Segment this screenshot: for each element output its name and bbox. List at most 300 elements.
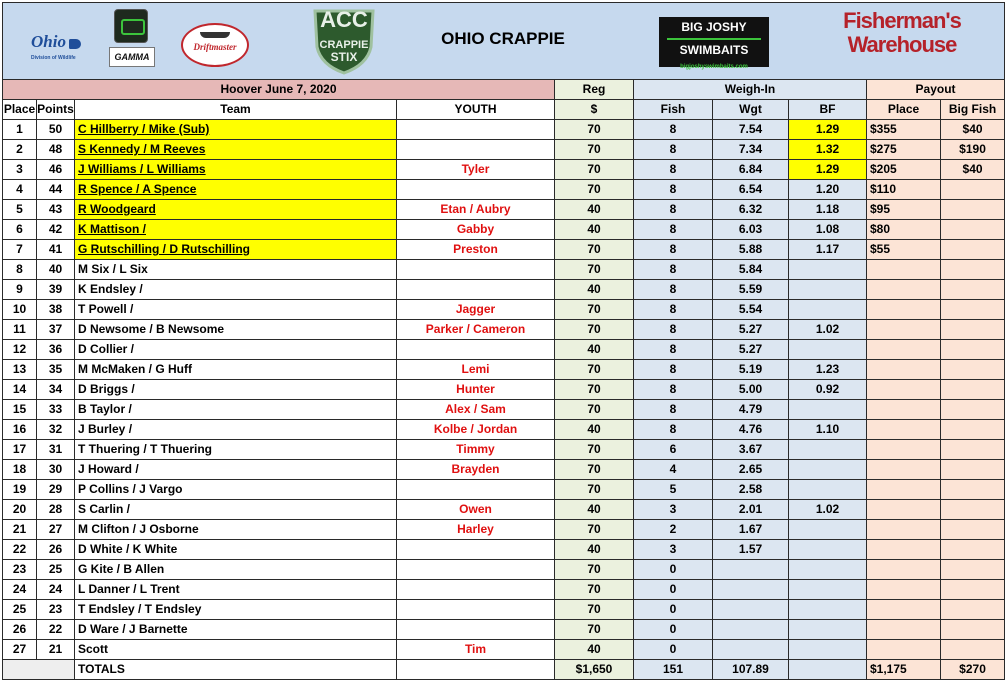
wgt-cell: 6.03 [713, 220, 789, 240]
table-row [3, 400, 1005, 420]
wgt-cell: 6.32 [713, 200, 789, 220]
wgt-cell [713, 580, 789, 600]
reg-cell: 40 [555, 640, 634, 660]
points-cell: 44 [37, 180, 75, 200]
youth-cell [397, 620, 555, 640]
pay-place-cell [867, 520, 941, 540]
youth-cell: Tyler [397, 160, 555, 180]
bf-cell: 1.10 [789, 420, 867, 440]
place-cell: 6 [3, 220, 37, 240]
wgt-cell [713, 620, 789, 640]
points-cell: 28 [37, 500, 75, 520]
place-cell: 18 [3, 460, 37, 480]
fish-cell: 8 [634, 320, 713, 340]
fish-cell: 0 [634, 560, 713, 580]
table-row [3, 580, 1005, 600]
bf-cell: 1.02 [789, 320, 867, 340]
youth-cell: Jagger [397, 300, 555, 320]
place-cell: 10 [3, 300, 37, 320]
reg-cell: 70 [555, 560, 634, 580]
table-row [3, 340, 1005, 360]
youth-cell: Timmy [397, 440, 555, 460]
place-cell: 5 [3, 200, 37, 220]
youth-cell: Preston [397, 240, 555, 260]
youth-cell: Lemi [397, 360, 555, 380]
youth-cell [397, 600, 555, 620]
col-wgt: Wgt [713, 100, 789, 120]
results-sheet [2, 2, 1004, 680]
pay-place-cell [867, 400, 941, 420]
table-row [3, 320, 1005, 340]
team-cell: D White / K White [75, 540, 397, 560]
table-row [3, 460, 1005, 480]
fish-cell: 8 [634, 240, 713, 260]
team-cell: D Ware / J Barnette [75, 620, 397, 640]
reg-cell: 70 [555, 140, 634, 160]
place-cell: 25 [3, 600, 37, 620]
fish-cell: 0 [634, 640, 713, 660]
reg-cell: 40 [555, 500, 634, 520]
bf-cell [789, 560, 867, 580]
reg-cell: 70 [555, 620, 634, 640]
youth-cell: Owen [397, 500, 555, 520]
pay-place-cell: $80 [867, 220, 941, 240]
youth-cell: Hunter [397, 380, 555, 400]
table-row [3, 280, 1005, 300]
ohio-logo: Ohio Division of Wildlife [31, 33, 81, 67]
fish-cell: 8 [634, 220, 713, 240]
table-row [3, 140, 1005, 160]
big-fish-cell: $40 [941, 160, 1005, 180]
bf-cell [789, 480, 867, 500]
fish-cell: 6 [634, 440, 713, 460]
team-cell: D Collier / [75, 340, 397, 360]
big-fish-cell [941, 420, 1005, 440]
points-cell: 50 [37, 120, 75, 140]
wgt-cell: 7.54 [713, 120, 789, 140]
pay-place-cell [867, 280, 941, 300]
bf-cell [789, 400, 867, 420]
youth-cell [397, 180, 555, 200]
bf-cell: 1.23 [789, 360, 867, 380]
fish-cell: 8 [634, 180, 713, 200]
reg-cell: 40 [555, 540, 634, 560]
big-fish-cell [941, 400, 1005, 420]
team-cell: T Endsley / T Endsley [75, 600, 397, 620]
gamma-logo: GAMMA [109, 47, 155, 67]
youth-cell [397, 480, 555, 500]
reg-cell: 70 [555, 300, 634, 320]
fish-cell: 8 [634, 200, 713, 220]
fish-cell: 8 [634, 420, 713, 440]
points-cell: 40 [37, 260, 75, 280]
big-fish-cell [941, 300, 1005, 320]
dark-badge-logo [114, 9, 148, 43]
total-big-fish: $270 [941, 660, 1005, 680]
team-cell: D Newsome / B Newsome [75, 320, 397, 340]
reg-cell: 70 [555, 440, 634, 460]
team-cell: J Williams / L Williams [75, 160, 397, 180]
driftmaster-logo: Driftmaster [181, 23, 249, 67]
column-header-row [3, 100, 1005, 120]
total-reg: $1,650 [555, 660, 634, 680]
table-row [3, 380, 1005, 400]
reg-cell: 70 [555, 480, 634, 500]
table-row [3, 300, 1005, 320]
results-table [2, 2, 1005, 680]
reg-cell: 70 [555, 180, 634, 200]
big-fish-cell [941, 480, 1005, 500]
pay-place-cell [867, 560, 941, 580]
youth-cell: Alex / Sam [397, 400, 555, 420]
table-row [3, 620, 1005, 640]
col-points: Points [37, 100, 75, 120]
youth-cell: Harley [397, 520, 555, 540]
big-fish-cell [941, 560, 1005, 580]
pay-place-cell: $275 [867, 140, 941, 160]
place-cell: 3 [3, 160, 37, 180]
bf-cell: 0.92 [789, 380, 867, 400]
big-fish-cell [941, 600, 1005, 620]
wgt-cell: 3.67 [713, 440, 789, 460]
bf-cell: 1.02 [789, 500, 867, 520]
wgt-cell: 5.19 [713, 360, 789, 380]
bf-cell [789, 580, 867, 600]
wgt-cell: 5.27 [713, 340, 789, 360]
reg-section-label: Reg [555, 80, 634, 100]
col-youth: YOUTH [397, 100, 555, 120]
team-cell: S Carlin / [75, 500, 397, 520]
reg-cell: 70 [555, 260, 634, 280]
youth-cell: Kolbe / Jordan [397, 420, 555, 440]
team-cell: M McMaken / G Huff [75, 360, 397, 380]
bf-cell [789, 520, 867, 540]
place-cell: 9 [3, 280, 37, 300]
bf-cell [789, 600, 867, 620]
points-cell: 29 [37, 480, 75, 500]
big-fish-cell [941, 180, 1005, 200]
team-cell: B Taylor / [75, 400, 397, 420]
points-cell: 23 [37, 600, 75, 620]
place-cell: 24 [3, 580, 37, 600]
big-fish-cell [941, 220, 1005, 240]
col-reg: $ [555, 100, 634, 120]
wgt-cell: 4.79 [713, 400, 789, 420]
youth-cell [397, 140, 555, 160]
team-cell: S Kennedy / M Reeves [75, 140, 397, 160]
table-row [3, 440, 1005, 460]
wgt-cell: 6.84 [713, 160, 789, 180]
pay-place-cell [867, 300, 941, 320]
big-fish-cell [941, 580, 1005, 600]
big-fish-cell [941, 200, 1005, 220]
team-cell: M Clifton / J Osborne [75, 520, 397, 540]
fish-cell: 0 [634, 620, 713, 640]
team-cell: K Mattison / [75, 220, 397, 240]
pay-place-cell [867, 620, 941, 640]
wgt-cell: 1.67 [713, 520, 789, 540]
col-place: Place [3, 100, 37, 120]
wgt-cell [713, 560, 789, 580]
big-fish-cell [941, 260, 1005, 280]
bf-cell: 1.18 [789, 200, 867, 220]
team-cell: T Thuering / T Thuering [75, 440, 397, 460]
wgt-cell: 5.84 [713, 260, 789, 280]
youth-cell [397, 540, 555, 560]
team-cell: J Burley / [75, 420, 397, 440]
event-label: Hoover June 7, 2020 [3, 80, 555, 100]
place-cell: 8 [3, 260, 37, 280]
table-row [3, 640, 1005, 660]
pay-place-cell [867, 380, 941, 400]
points-cell: 38 [37, 300, 75, 320]
big-fish-cell [941, 280, 1005, 300]
points-cell: 24 [37, 580, 75, 600]
pay-place-cell [867, 540, 941, 560]
place-cell: 4 [3, 180, 37, 200]
big-fish-cell [941, 520, 1005, 540]
youth-cell [397, 280, 555, 300]
big-fish-cell [941, 640, 1005, 660]
fish-cell: 8 [634, 140, 713, 160]
fish-cell: 8 [634, 260, 713, 280]
total-payout: $1,175 [867, 660, 941, 680]
pay-place-cell [867, 600, 941, 620]
table-row [3, 520, 1005, 540]
pay-place-cell [867, 360, 941, 380]
place-cell: 27 [3, 640, 37, 660]
youth-cell [397, 120, 555, 140]
place-cell: 7 [3, 240, 37, 260]
reg-cell: 40 [555, 200, 634, 220]
acc-crappie-stix-logo: ACC CRAPPIE STIX [309, 7, 379, 75]
points-cell: 42 [37, 220, 75, 240]
place-cell: 20 [3, 500, 37, 520]
points-cell: 46 [37, 160, 75, 180]
points-cell: 21 [37, 640, 75, 660]
big-fish-cell [941, 240, 1005, 260]
wgt-cell: 2.01 [713, 500, 789, 520]
place-cell: 13 [3, 360, 37, 380]
reg-cell: 40 [555, 420, 634, 440]
place-cell: 12 [3, 340, 37, 360]
pay-place-cell: $95 [867, 200, 941, 220]
section-header-row [3, 80, 1005, 100]
bf-cell: 1.29 [789, 120, 867, 140]
youth-cell: Etan / Aubry [397, 200, 555, 220]
reg-cell: 70 [555, 360, 634, 380]
pay-place-cell [867, 640, 941, 660]
pay-place-cell [867, 260, 941, 280]
reg-cell: 70 [555, 320, 634, 340]
place-cell: 2 [3, 140, 37, 160]
bf-cell [789, 440, 867, 460]
bf-cell: 1.08 [789, 220, 867, 240]
youth-cell [397, 260, 555, 280]
fishermans-warehouse-logo: Fisherman's Warehouse [843, 8, 961, 57]
points-cell: 27 [37, 520, 75, 540]
table-row [3, 220, 1005, 240]
youth-cell: Gabby [397, 220, 555, 240]
wgt-cell [713, 600, 789, 620]
pay-place-cell: $110 [867, 180, 941, 200]
youth-cell: Parker / Cameron [397, 320, 555, 340]
page-title: OHIO CRAPPIE [441, 29, 565, 48]
bf-cell [789, 340, 867, 360]
points-cell: 33 [37, 400, 75, 420]
table-row [3, 560, 1005, 580]
team-cell: J Howard / [75, 460, 397, 480]
wgt-cell: 4.76 [713, 420, 789, 440]
youth-cell: Brayden [397, 460, 555, 480]
reg-cell: 70 [555, 160, 634, 180]
youth-cell [397, 580, 555, 600]
team-cell: D Briggs / [75, 380, 397, 400]
big-fish-cell: $40 [941, 120, 1005, 140]
points-cell: 37 [37, 320, 75, 340]
fish-cell: 8 [634, 300, 713, 320]
team-cell: R Woodgeard [75, 200, 397, 220]
fish-cell: 0 [634, 580, 713, 600]
bf-cell: 1.29 [789, 160, 867, 180]
pay-place-cell: $355 [867, 120, 941, 140]
table-row [3, 360, 1005, 380]
points-cell: 30 [37, 460, 75, 480]
pay-place-cell [867, 340, 941, 360]
points-cell: 35 [37, 360, 75, 380]
place-cell: 15 [3, 400, 37, 420]
fish-cell: 4 [634, 460, 713, 480]
team-cell: L Danner / L Trent [75, 580, 397, 600]
team-cell: T Powell / [75, 300, 397, 320]
place-cell: 11 [3, 320, 37, 340]
place-cell: 14 [3, 380, 37, 400]
place-cell: 17 [3, 440, 37, 460]
payout-section-label: Payout [867, 80, 1005, 100]
col-fish: Fish [634, 100, 713, 120]
points-cell: 41 [37, 240, 75, 260]
reg-cell: 70 [555, 600, 634, 620]
bf-cell: 1.17 [789, 240, 867, 260]
points-cell: 32 [37, 420, 75, 440]
table-row [3, 200, 1005, 220]
reg-cell: 40 [555, 340, 634, 360]
table-row [3, 260, 1005, 280]
table-row [3, 600, 1005, 620]
reg-cell: 70 [555, 240, 634, 260]
bf-cell [789, 300, 867, 320]
wgt-cell: 5.27 [713, 320, 789, 340]
reg-cell: 40 [555, 220, 634, 240]
place-cell: 16 [3, 420, 37, 440]
bf-cell [789, 260, 867, 280]
table-row [3, 120, 1005, 140]
table-row [3, 540, 1005, 560]
reg-cell: 70 [555, 380, 634, 400]
team-cell: Scott [75, 640, 397, 660]
place-cell: 21 [3, 520, 37, 540]
table-row [3, 160, 1005, 180]
team-cell: G Rutschilling / D Rutschilling [75, 240, 397, 260]
place-cell: 26 [3, 620, 37, 640]
wgt-cell: 2.65 [713, 460, 789, 480]
points-cell: 25 [37, 560, 75, 580]
big-fish-cell [941, 460, 1005, 480]
big-fish-cell [941, 320, 1005, 340]
reg-cell: 70 [555, 520, 634, 540]
fish-cell: 5 [634, 480, 713, 500]
fish-cell: 8 [634, 360, 713, 380]
reg-cell: 70 [555, 400, 634, 420]
pay-place-cell [867, 480, 941, 500]
table-row [3, 500, 1005, 520]
points-cell: 31 [37, 440, 75, 460]
pay-place-cell [867, 440, 941, 460]
pay-place-cell [867, 580, 941, 600]
team-cell: G Kite / B Allen [75, 560, 397, 580]
col-team: Team [75, 100, 397, 120]
totals-label: TOTALS [75, 660, 397, 680]
pay-place-cell [867, 460, 941, 480]
col-bf: BF [789, 100, 867, 120]
bf-cell [789, 640, 867, 660]
bf-cell: 1.20 [789, 180, 867, 200]
place-cell: 23 [3, 560, 37, 580]
big-joshy-logo: BIG JOSHY SWIMBAITS bigjoshyswimbaits.com [659, 17, 769, 67]
pay-place-cell [867, 320, 941, 340]
reg-cell: 40 [555, 280, 634, 300]
fish-cell: 8 [634, 400, 713, 420]
pay-place-cell: $205 [867, 160, 941, 180]
fish-cell: 8 [634, 120, 713, 140]
team-cell: M Six / L Six [75, 260, 397, 280]
points-cell: 34 [37, 380, 75, 400]
banner-row [3, 3, 1005, 80]
table-row [3, 180, 1005, 200]
points-cell: 48 [37, 140, 75, 160]
big-fish-cell [941, 500, 1005, 520]
col-big-fish: Big Fish [941, 100, 1005, 120]
team-cell: C Hillberry / Mike (Sub) [75, 120, 397, 140]
col-pay-place: Place [867, 100, 941, 120]
youth-cell: Tim [397, 640, 555, 660]
youth-cell [397, 340, 555, 360]
team-cell: K Endsley / [75, 280, 397, 300]
table-row [3, 480, 1005, 500]
big-fish-cell [941, 340, 1005, 360]
team-cell: R Spence / A Spence [75, 180, 397, 200]
bf-cell [789, 620, 867, 640]
pay-place-cell [867, 500, 941, 520]
fish-cell: 8 [634, 380, 713, 400]
wgt-cell: 5.54 [713, 300, 789, 320]
points-cell: 39 [37, 280, 75, 300]
reg-cell: 70 [555, 580, 634, 600]
big-fish-cell: $190 [941, 140, 1005, 160]
reg-cell: 70 [555, 120, 634, 140]
wgt-cell [713, 640, 789, 660]
place-cell: 1 [3, 120, 37, 140]
bf-cell [789, 460, 867, 480]
big-fish-cell [941, 540, 1005, 560]
fish-cell: 0 [634, 600, 713, 620]
wgt-cell: 5.88 [713, 240, 789, 260]
wgt-cell: 2.58 [713, 480, 789, 500]
bf-cell [789, 280, 867, 300]
wgt-cell: 7.34 [713, 140, 789, 160]
pay-place-cell [867, 420, 941, 440]
points-cell: 43 [37, 200, 75, 220]
